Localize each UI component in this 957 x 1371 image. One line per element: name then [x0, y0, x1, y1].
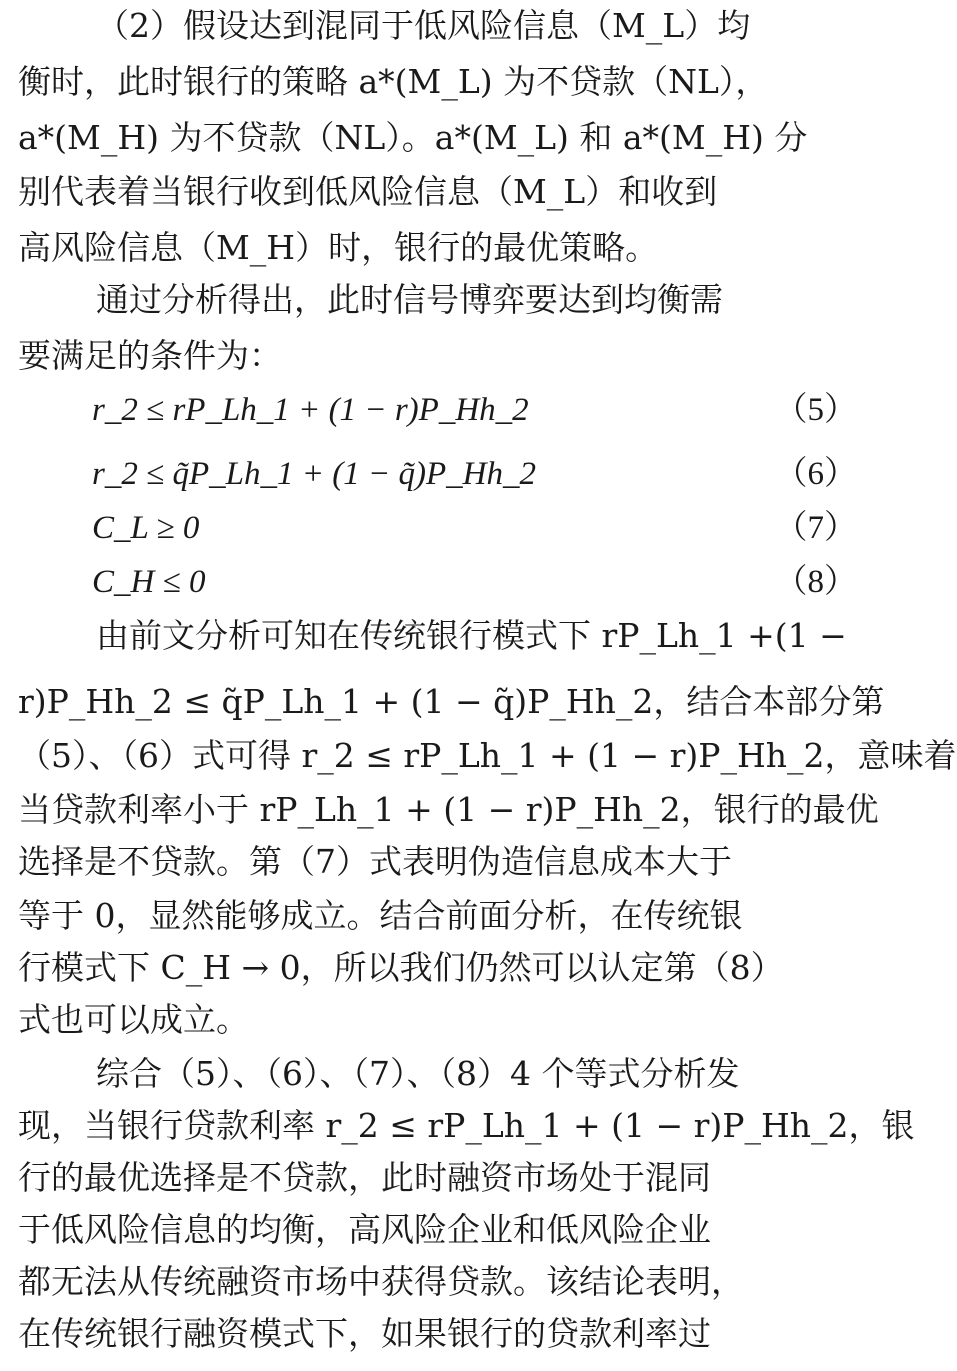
- text-line: r)P_Hh_2 ≤ q̃P_Lh_1 + (1 − q̃)P_Hh_2，结合本部分第: [18, 682, 885, 721]
- text-line: 式也可以成立。: [18, 1000, 249, 1039]
- text-line: 都无法从传统融资市场中获得贷款。该结论表明，: [18, 1262, 744, 1301]
- text-line: （2）假设达到混同于低风险信息（M_L）均: [96, 6, 751, 45]
- text-line: 等于 0，显然能够成立。结合前面分析，在传统银: [18, 896, 743, 935]
- text-line: a*(M_H) 为不贷款（NL）。a*(M_L) 和 a*(M_H) 分: [18, 118, 808, 157]
- equation-number-8: （8）: [774, 564, 857, 600]
- equation-number-5: （5）: [774, 392, 857, 428]
- text-line: 高风险信息（M_H）时，银行的最优策略。: [18, 228, 659, 267]
- text-line: 选择是不贷款。第（7）式表明伪造信息成本大于: [18, 842, 732, 881]
- text-line: 通过分析得出，此时信号博弈要达到均衡需: [96, 280, 723, 319]
- text-line: 行的最优选择是不贷款，此时融资市场处于混同: [18, 1158, 711, 1197]
- text-line: 现，当银行贷款利率 r_2 ≤ rP_Lh_1 + (1 − r)P_Hh_2，银: [18, 1106, 915, 1145]
- text-line: 综合（5）、（6）、（7）、（8）4 个等式分析发: [96, 1054, 740, 1093]
- text-line: 别代表着当银行收到低风险信息（M_L）和收到: [18, 172, 718, 211]
- text-line: 在传统银行融资模式下，如果银行的贷款利率过: [18, 1314, 711, 1353]
- equation-number-7: （7）: [774, 510, 857, 546]
- equation-8: C_H ≤ 0: [92, 564, 206, 600]
- text-line: （5）、（6）式可得 r_2 ≤ rP_Lh_1 + (1 − r)P_Hh_2，意味着: [18, 736, 957, 775]
- text-line: 由前文分析可知在传统银行模式下 rP_Lh_1 +(1 −: [96, 616, 847, 655]
- equation-number-6: （6）: [774, 456, 857, 492]
- equation-7: C_L ≥ 0: [92, 510, 200, 546]
- text-line: 于低风险信息的均衡，高风险企业和低风险企业: [18, 1210, 711, 1249]
- text-line: 要满足的条件为：: [18, 336, 282, 375]
- text-line: 衡时，此时银行的策略 a*(M_L) 为不贷款（NL），: [18, 62, 769, 101]
- text-line: 行模式下 C_H → 0，所以我们仍然可以认定第（8）: [18, 948, 784, 987]
- text-line: 当贷款利率小于 rP_Lh_1 + (1 − r)P_Hh_2，银行的最优: [18, 790, 879, 829]
- equation-6: r_2 ≤ q̃P_Lh_1 + (1 − q̃)P_Hh_2: [92, 456, 536, 492]
- equation-5: r_2 ≤ rP_Lh_1 + (1 − r)P_Hh_2: [92, 392, 529, 428]
